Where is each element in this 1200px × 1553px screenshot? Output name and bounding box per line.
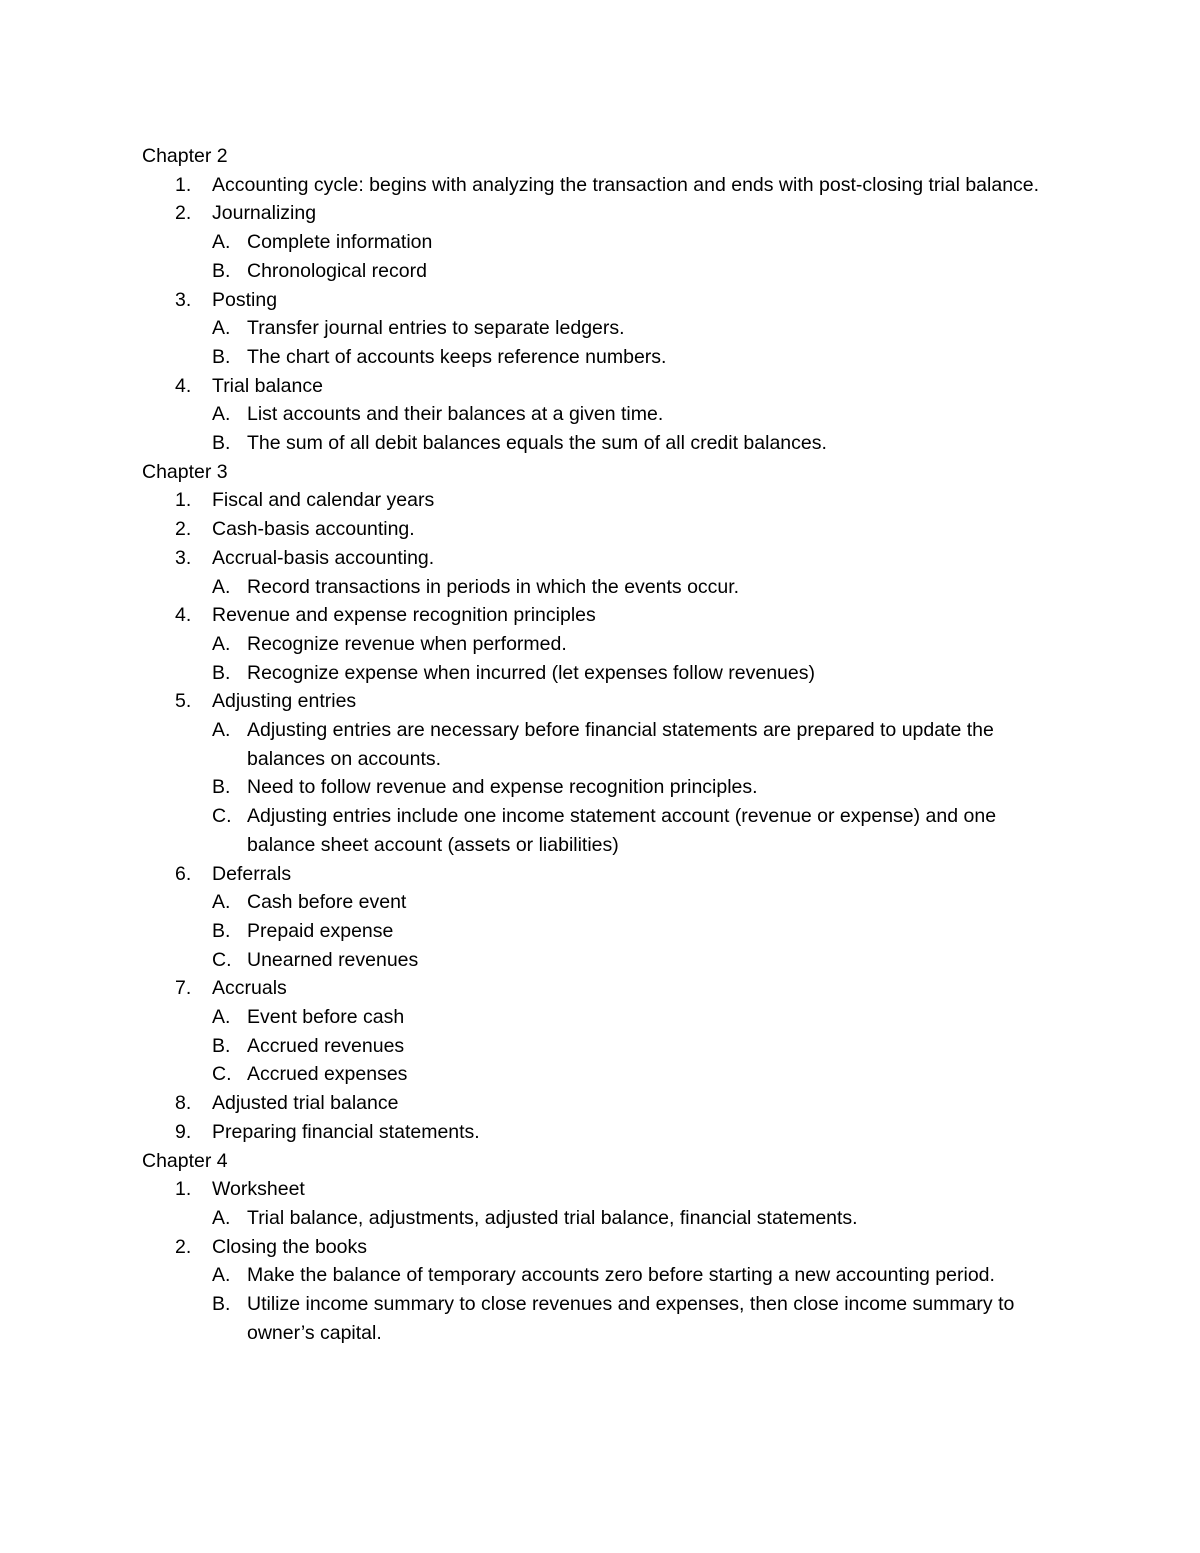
subitem-letter: B. bbox=[212, 919, 231, 942]
item-text: Accounting cycle: begins with analyzing the transaction and ends with post-closing trial balance. bbox=[212, 173, 1040, 196]
subitem-text: Event before cash bbox=[247, 1006, 405, 1029]
outline-item bbox=[142, 687, 1062, 716]
outline-subitem bbox=[142, 716, 1062, 773]
item-number: 4. bbox=[175, 374, 192, 397]
chapter-section bbox=[142, 1147, 1062, 1348]
item-text: Deferrals bbox=[212, 862, 292, 885]
subitem-text: Need to follow revenue and expense recognition principles. bbox=[247, 776, 758, 799]
outline-item bbox=[142, 1089, 1062, 1118]
outline-item bbox=[142, 199, 1062, 228]
subitem-letter: B. bbox=[212, 345, 231, 368]
outline-subitem bbox=[142, 1290, 1062, 1347]
outline-item bbox=[142, 286, 1062, 315]
subitem-text: The sum of all debit balances equals the sum of all credit balances. bbox=[247, 432, 827, 455]
item-text: Worksheet bbox=[212, 1178, 305, 1201]
subitem-text: Utilize income summary to close revenues and expenses, then close income summary to owner’s capital. bbox=[247, 1293, 1015, 1344]
item-text: Adjusted trial balance bbox=[212, 1092, 399, 1115]
subitem-letter: C. bbox=[212, 948, 232, 971]
item-text: Journalizing bbox=[212, 202, 317, 225]
chapter-section bbox=[142, 458, 1062, 1147]
subitem-text: Complete information bbox=[247, 231, 433, 254]
chapter-section bbox=[142, 142, 1062, 458]
item-number: 2. bbox=[175, 518, 192, 541]
item-text: Posting bbox=[212, 288, 278, 311]
chapter-title: Chapter 4 bbox=[142, 1149, 228, 1172]
subitem-text: Transfer journal entries to separate ledgers. bbox=[247, 317, 625, 340]
item-text: Cash-basis accounting. bbox=[212, 518, 415, 541]
item-text: Closing the books bbox=[212, 1235, 368, 1258]
outline-item bbox=[142, 601, 1062, 630]
item-number: 2. bbox=[175, 1235, 192, 1258]
outline-subitem bbox=[142, 343, 1062, 372]
subitem-text: Make the balance of temporary accounts zero before starting a new accounting period. bbox=[247, 1264, 995, 1287]
subitem-text: Record transactions in periods in which the events occur. bbox=[247, 575, 740, 598]
subitem-letter: A. bbox=[212, 1006, 231, 1029]
subitem-text: Unearned revenues bbox=[247, 948, 419, 971]
chapter-title: Chapter 3 bbox=[142, 460, 228, 483]
outline-item bbox=[142, 860, 1062, 889]
item-number: 4. bbox=[175, 604, 192, 627]
item-text: Fiscal and calendar years bbox=[212, 489, 435, 512]
outline-subitem bbox=[142, 773, 1062, 802]
outline-subitem bbox=[142, 314, 1062, 343]
subitem-letter: B. bbox=[212, 432, 231, 455]
item-number: 9. bbox=[175, 1120, 192, 1143]
outline-subitem bbox=[142, 1032, 1062, 1061]
chapter-title: Chapter 2 bbox=[142, 145, 228, 167]
outline-subitem bbox=[142, 400, 1062, 429]
subitem-letter: B. bbox=[212, 1293, 231, 1316]
item-text: Revenue and expense recognition principles bbox=[212, 604, 596, 627]
outline-item bbox=[142, 372, 1062, 401]
subitem-text: Chronological record bbox=[247, 259, 427, 282]
subitem-text: Adjusting entries include one income statement account (revenue or expense) and one balance sheet account (assets or liabilities) bbox=[247, 805, 997, 856]
subitem-letter: A. bbox=[212, 575, 231, 598]
subitem-letter: B. bbox=[212, 259, 231, 282]
subitem-letter: A. bbox=[212, 231, 231, 254]
item-number: 1. bbox=[175, 489, 192, 512]
outline-item bbox=[142, 974, 1062, 1003]
subitem-text: Accrued expenses bbox=[247, 1063, 408, 1086]
subitem-letter: C. bbox=[212, 1063, 232, 1086]
item-number: 7. bbox=[175, 977, 192, 1000]
outline-subitem bbox=[142, 1060, 1062, 1089]
item-text: Accruals bbox=[212, 977, 287, 1000]
subitem-text: Prepaid expense bbox=[247, 919, 394, 942]
outline-item bbox=[142, 486, 1062, 515]
outline-subitem bbox=[142, 257, 1062, 286]
subitem-letter: A. bbox=[212, 891, 231, 914]
subitem-letter: B. bbox=[212, 776, 231, 799]
subitem-letter: A. bbox=[212, 403, 231, 426]
subitem-letter: A. bbox=[212, 1264, 231, 1287]
outline-subitem bbox=[142, 429, 1062, 458]
subitem-text: Adjusting entries are necessary before financial statements are prepared to update the balances on accounts. bbox=[247, 719, 994, 770]
subitem-letter: A. bbox=[212, 317, 231, 340]
subitem-letter: A. bbox=[212, 719, 231, 742]
outline-subitem bbox=[142, 1003, 1062, 1032]
item-text: Adjusting entries bbox=[212, 690, 357, 713]
item-text: Preparing financial statements. bbox=[212, 1120, 480, 1143]
item-text: Trial balance bbox=[212, 374, 323, 397]
outline-subitem bbox=[142, 888, 1062, 917]
subitem-text: Trial balance, adjustments, adjusted trial balance, financial statements. bbox=[247, 1206, 858, 1229]
outline-subitem bbox=[142, 1261, 1062, 1290]
outline-subitem bbox=[142, 659, 1062, 688]
subitem-letter: A. bbox=[212, 632, 231, 655]
item-number: 3. bbox=[175, 288, 192, 311]
item-text: Accrual-basis accounting. bbox=[212, 546, 435, 569]
subitem-text: Accrued revenues bbox=[247, 1034, 405, 1057]
subitem-letter: B. bbox=[212, 661, 231, 684]
outline-subitem bbox=[142, 228, 1062, 257]
item-number: 5. bbox=[175, 690, 192, 713]
subitem-text: Recognize expense when incurred (let expenses follow revenues) bbox=[247, 661, 815, 684]
item-number: 8. bbox=[175, 1092, 192, 1115]
outline-item bbox=[142, 171, 1062, 200]
item-number: 3. bbox=[175, 546, 192, 569]
subitem-text: Recognize revenue when performed. bbox=[247, 632, 567, 655]
subitem-text: The chart of accounts keeps reference numbers. bbox=[247, 345, 667, 368]
outline-item bbox=[142, 515, 1062, 544]
outline-subitem bbox=[142, 630, 1062, 659]
document-page bbox=[142, 142, 1062, 1347]
outline-item bbox=[142, 1175, 1062, 1204]
item-number: 6. bbox=[175, 862, 192, 885]
subitem-letter: A. bbox=[212, 1206, 231, 1229]
item-number: 1. bbox=[175, 1178, 192, 1201]
outline-subitem bbox=[142, 573, 1062, 602]
outline-item bbox=[142, 1118, 1062, 1147]
subitem-text: List accounts and their balances at a given time. bbox=[247, 403, 664, 426]
outline-item bbox=[142, 1233, 1062, 1262]
subitem-letter: C. bbox=[212, 805, 232, 828]
outline-subitem bbox=[142, 1204, 1062, 1233]
outline-subitem bbox=[142, 917, 1062, 946]
outline-subitem bbox=[142, 802, 1062, 859]
outline-item bbox=[142, 544, 1062, 573]
outline-subitem bbox=[142, 946, 1062, 975]
subitem-letter: B. bbox=[212, 1034, 231, 1057]
item-number: 1. bbox=[175, 173, 192, 196]
subitem-text: Cash before event bbox=[247, 891, 407, 914]
item-number: 2. bbox=[175, 202, 192, 225]
